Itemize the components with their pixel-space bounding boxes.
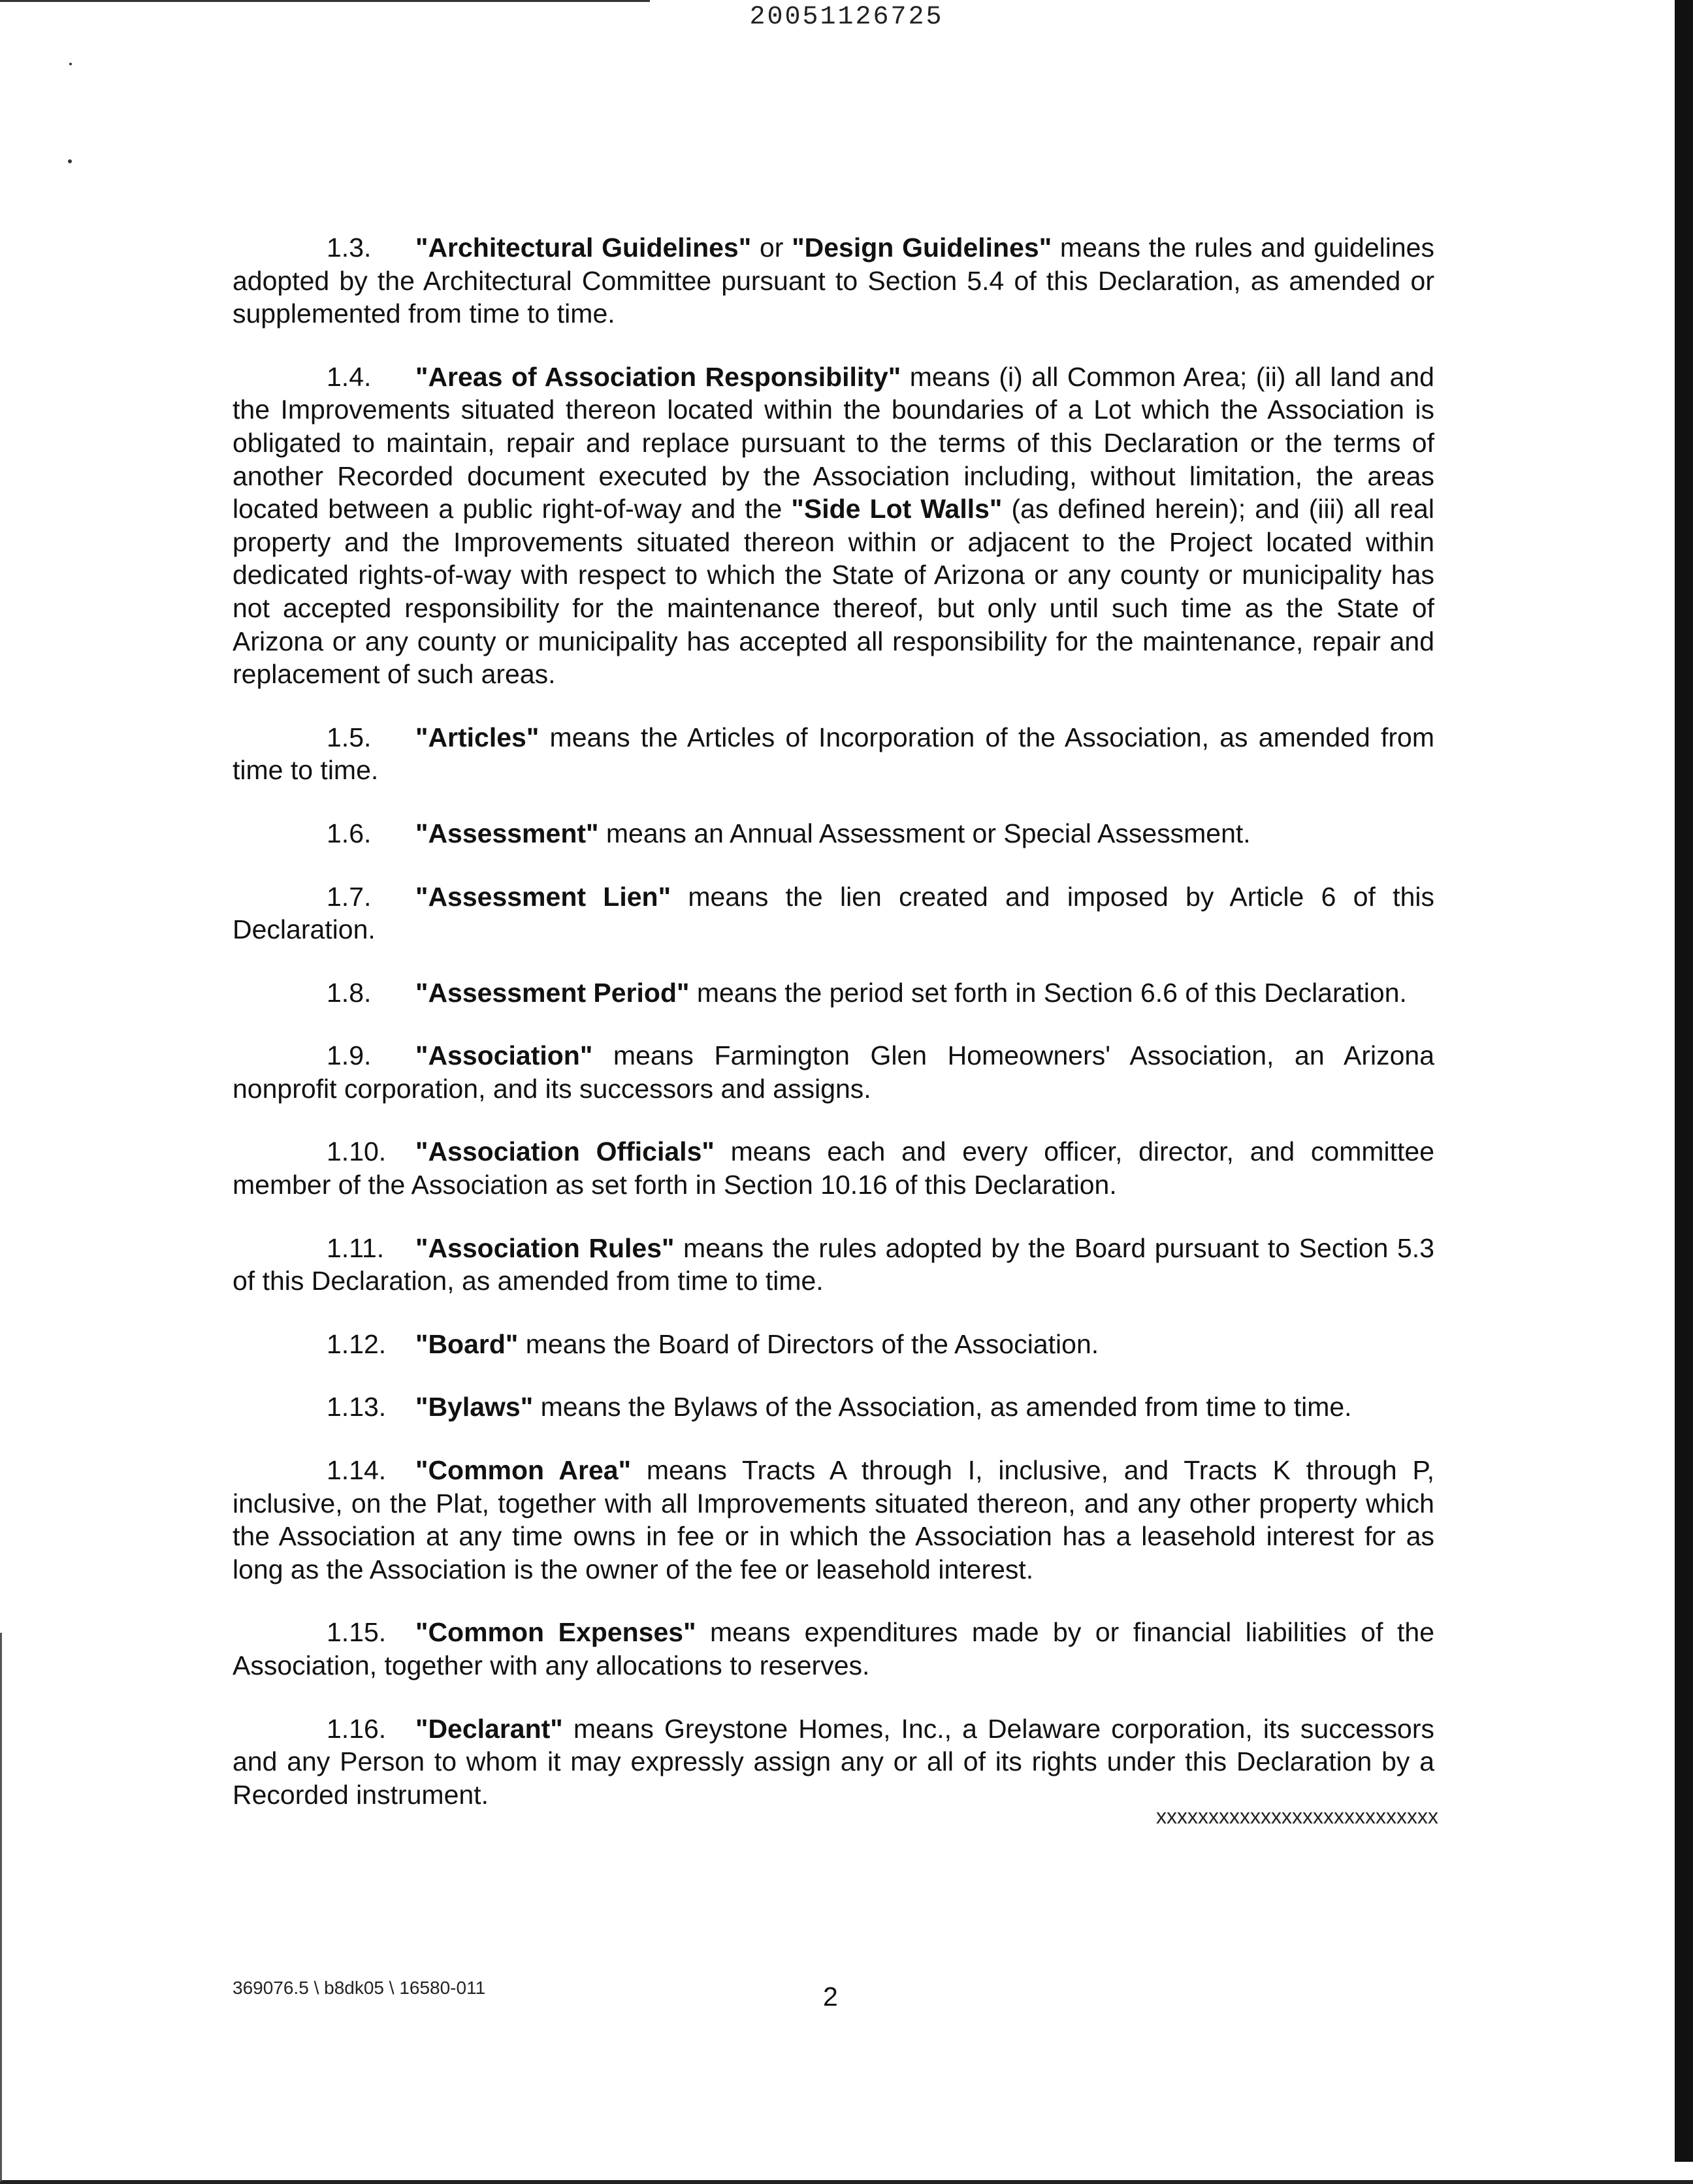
definitions-body: [233, 231, 1434, 1841]
definition-section: [233, 1135, 1434, 1201]
defined-term: "Association": [415, 1040, 593, 1071]
section-number: 1.16.: [327, 1713, 387, 1744]
scan-left-edge: [0, 1633, 2, 2181]
section-number: 1.12.: [327, 1328, 387, 1359]
defined-term: "Association Officials": [415, 1136, 715, 1167]
definition-section: [233, 976, 1434, 1010]
definition-text: means Farmington Glen Homeowners' Association, an Arizona nonprofit corporation, and its successors and assigns.: [233, 1040, 1434, 1104]
defined-term: "Assessment Period": [415, 977, 690, 1008]
definition-section: [233, 1616, 1434, 1682]
definition-text: means each and every officer, director, and committee member of the Association as set forth in Section 10.16 of this Declaration.: [233, 1136, 1434, 1200]
defined-term: "Declarant": [415, 1713, 563, 1744]
definition-text: means the rules adopted by the Board pursuant to Section 5.3 of this Declaration, as amended from time to time.: [233, 1232, 1434, 1296]
defined-term: "Common Expenses": [415, 1617, 696, 1648]
strikeout-marks: xxxxxxxxxxxxxxxxxxxxxxxxxxx: [1156, 1805, 1438, 1828]
scan-bottom-edge: [0, 2180, 1693, 2184]
definition-text: (as defined herein); and (iii) all real property and the Improvements situated thereon within or adjacent to the Project located within dedicated rights-of-way with respect to which the State of Arizona or any county or municipality has not accepted responsibility for the maintenance thereof, but only until such time as the State of Arizona or any county or municipality has accepted all responsibility for the maintenance, repair and replacement of such areas.: [233, 494, 1434, 690]
definition-section: [233, 880, 1434, 946]
definition-text: or: [751, 233, 792, 263]
section-number: 1.13.: [327, 1392, 387, 1422]
defined-term: "Areas of Association Responsibility": [415, 361, 901, 392]
scan-top-rule: [0, 0, 650, 2]
section-number: 1.10.: [327, 1136, 387, 1167]
definition-text: means the Articles of Incorporation of the Association, as amended from time to time.: [233, 722, 1434, 786]
section-number: 1.11.: [327, 1232, 385, 1263]
section-number: 1.14.: [327, 1455, 387, 1486]
defined-term: "Common Area": [415, 1455, 632, 1486]
definition-text: means Greystone Homes, Inc., a Delaware corporation, its successors and any Person to whom it may expressly assign any or all of its rights under this Declaration by a Recorded instrument.: [233, 1713, 1434, 1810]
defined-term: "Side Lot Walls": [791, 494, 1003, 524]
defined-term: "Board": [415, 1328, 519, 1359]
definition-section: [233, 1454, 1434, 1586]
scan-right-edge: [1675, 0, 1693, 2162]
definition-section: [233, 1712, 1434, 1812]
defined-term: "Assessment": [415, 818, 599, 848]
defined-term: "Association Rules": [415, 1232, 675, 1263]
section-number: 1.6.: [327, 818, 372, 848]
page-number: 2: [823, 1982, 838, 2012]
definition-text: means the period set forth in Section 6.6 of this Declaration.: [689, 977, 1407, 1008]
definition-text: means Tracts A through I, inclusive, and Tracts K through P, inclusive, on the Plat, together with all Improvements situated thereon, and any other property which the Association at any time owns in fee or in which the Association has a leasehold interest for as long as the Association is the owner of the fee or leasehold interest.: [233, 1455, 1434, 1584]
definition-text: means the Board of Directors of the Association.: [518, 1328, 1099, 1359]
defined-term: "Bylaws": [415, 1392, 534, 1422]
section-number: 1.7.: [327, 881, 372, 912]
definition-section: [233, 1390, 1434, 1424]
section-number: 1.8.: [327, 977, 372, 1008]
definition-section: [233, 1328, 1434, 1361]
footer-document-reference: 369076.5 \ b8dk05 \ 16580-011: [233, 1978, 486, 1998]
definition-text: means expenditures made by or financial liabilities of the Association, together with any allocations to reserves.: [233, 1617, 1435, 1680]
definition-section: [233, 361, 1434, 691]
definition-text: means the rules and guidelines adopted by the Architectural Committee pursuant to Section 5.4 of this Declaration, as amended or supplemented from time to time.: [233, 233, 1434, 329]
defined-term: "Architectural Guidelines": [415, 233, 752, 263]
definition-section: [233, 721, 1434, 787]
definition-text: means the Bylaws of the Association, as amended from time to time.: [533, 1392, 1352, 1422]
definition-section: [233, 1039, 1434, 1105]
defined-term: "Assessment Lien": [415, 881, 671, 912]
definition-section: [233, 231, 1434, 330]
scan-speck: [68, 159, 72, 163]
section-number: 1.4.: [327, 361, 372, 392]
document-number: 20051126725: [749, 3, 944, 32]
definition-section: [233, 817, 1434, 850]
section-number: 1.3.: [327, 233, 372, 263]
defined-term: "Design Guidelines": [792, 233, 1052, 263]
defined-term: "Articles": [415, 722, 540, 752]
section-number: 1.5.: [327, 722, 372, 752]
definition-text: means an Annual Assessment or Special Assessment.: [598, 818, 1251, 848]
definition-text: means the lien created and imposed by Article 6 of this Declaration.: [233, 881, 1434, 945]
definition-text: means (i) all Common Area; (ii) all land and the Improvements situated thereon located within the boundaries of a Lot which the Association is obligated to maintain, repair and replace pursuant to the terms of this Declaration or the terms of another Recorded document executed by the Association including, without limitation, the areas located between a public right-of-way and the: [233, 361, 1434, 524]
section-number: 1.9.: [327, 1040, 372, 1071]
section-number: 1.15.: [327, 1617, 387, 1648]
scan-speck: [69, 63, 72, 65]
definition-section: [233, 1232, 1434, 1298]
